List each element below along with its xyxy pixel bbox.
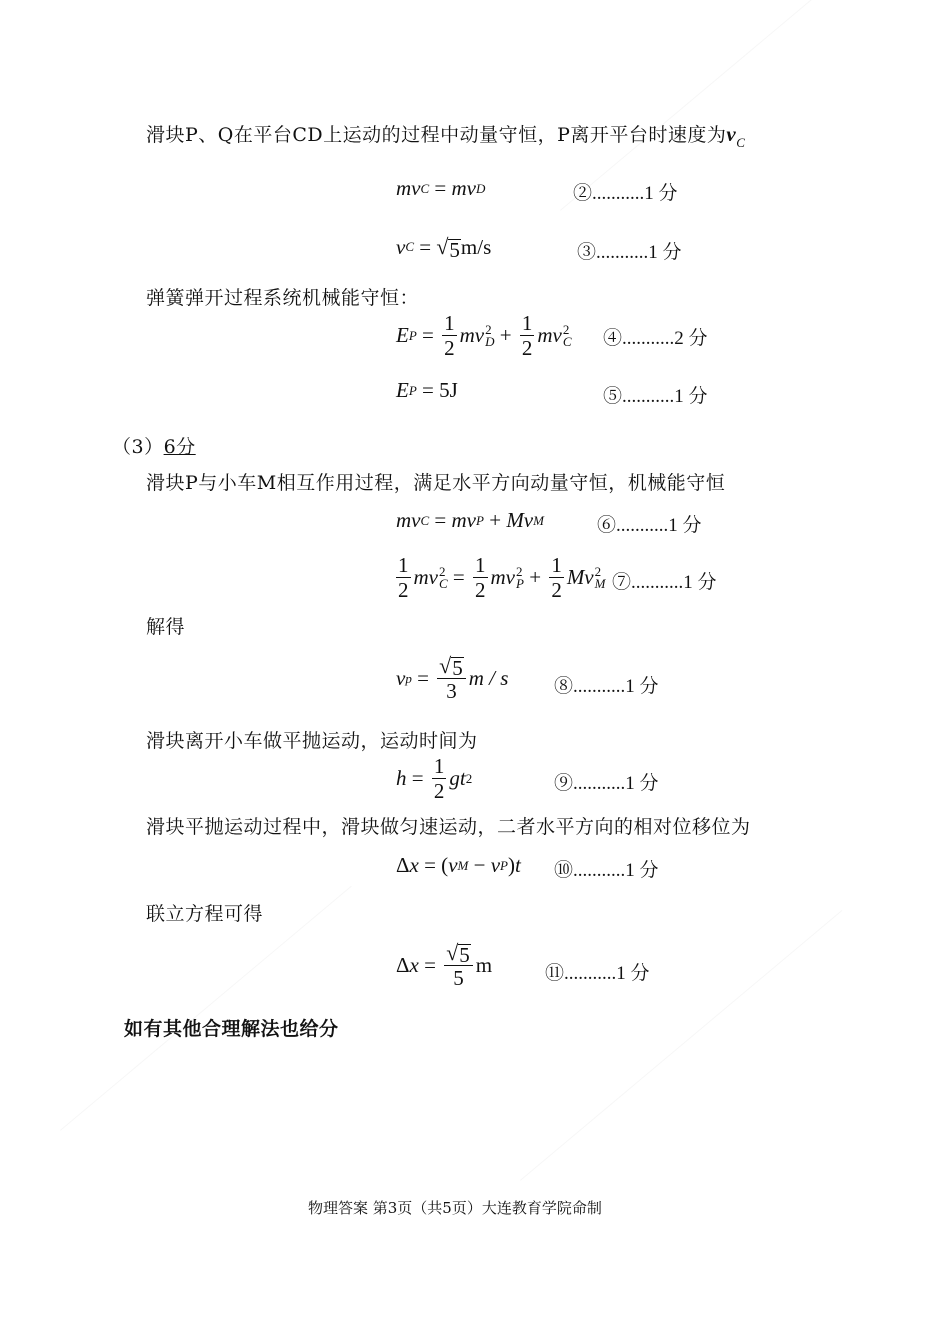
interaction-intro: 滑块P与小车M相互作用过程，满足水平方向动量守恒，机械能守恒 xyxy=(146,472,726,494)
score-2: ②...........1 分 xyxy=(573,183,678,204)
relative-intro: 滑块平抛运动过程中，滑块做匀速运动，二者水平方向的相对位移位为 xyxy=(146,816,751,838)
equation-11: Δ x = √ 5 5 m xyxy=(396,940,493,990)
equation-4: E P = $\frac{1}{2}$ mv 2 D + $\frac{1}{2}$ mv 2 C xyxy=(396,311,572,360)
score-3: ③...........1 分 xyxy=(577,242,682,263)
momentum-sentence: 滑块P、Q在平台CD上运动的过程中动量守恒，P离开平台时速度为$v_C$ xyxy=(146,122,746,150)
equation-2: mv C = mv D xyxy=(396,176,486,200)
combine-label: 联立方程可得 xyxy=(146,903,264,925)
watermark-line xyxy=(520,910,842,1181)
fall-intro: 滑块离开小车做平抛运动，运动时间为 xyxy=(146,730,478,752)
score-10: ⑩...........1 分 xyxy=(554,860,659,881)
score-8: ⑧...........1 分 xyxy=(554,676,659,697)
solve-label: 解得 xyxy=(146,616,186,638)
equation-8: v p = √ 5 3 m / s xyxy=(396,653,509,703)
alternative-solution-note: 如有其他合理解法也给分 xyxy=(124,1018,339,1040)
energy-intro: 弹簧弹开过程系统机械能守恒： xyxy=(146,287,420,309)
equation-6: mv C = mv P + Mv M xyxy=(396,508,544,532)
score-6: ⑥...........1 分 xyxy=(597,515,702,536)
page-footer: 物理答案 第3页（共5页）大连教育学院命制 xyxy=(308,1199,602,1217)
equation-9: h = $\frac{1}{2}$ gt 2 xyxy=(396,754,473,803)
equation-3: v C = √ 5 m/s xyxy=(396,234,492,262)
score-7: ⑦...........1 分 xyxy=(612,572,717,593)
equation-5: E P = 5J xyxy=(396,378,458,402)
part-3-heading: （3）6分 xyxy=(112,436,196,458)
equation-7: $\frac{1}{2}$ mv 2 C = $\frac{1}{2}$ mv 2 P + $\frac{1}{2}$ Mv 2 M xyxy=(398,553,606,602)
score-5: ⑤...........1 分 xyxy=(603,386,708,407)
score-11: ⑪...........1 分 xyxy=(545,963,650,984)
score-4: ④...........2 分 xyxy=(603,328,708,349)
score-9: ⑨...........1 分 xyxy=(554,773,659,794)
equation-10: Δ x = ( v M − v P ) t xyxy=(396,853,521,877)
